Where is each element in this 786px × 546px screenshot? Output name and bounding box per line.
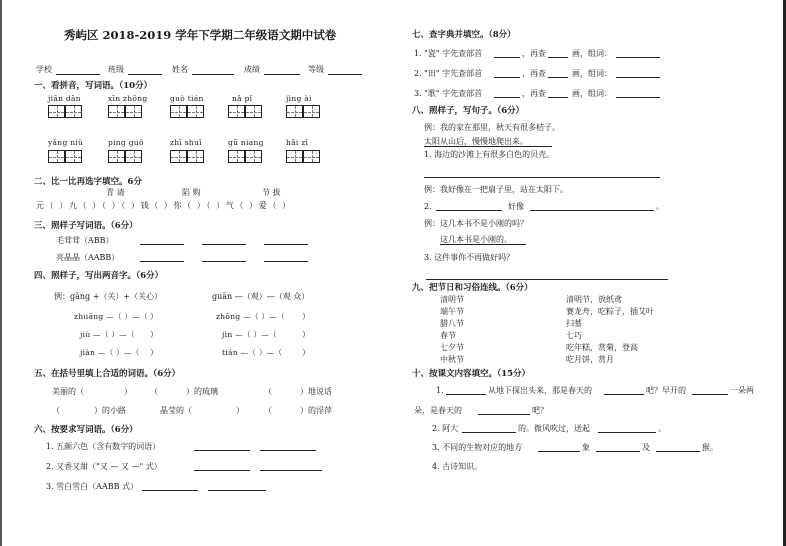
paren-close: ）	[150, 330, 158, 339]
item-10-1c: 吧？早开的	[646, 386, 686, 395]
custom-5[interactable]: 吃年糕，赏菊，登高	[566, 343, 638, 352]
pinyin-6: yǎng niǔ	[48, 138, 84, 147]
answer-line[interactable]	[604, 394, 644, 395]
paren-close: ）	[302, 330, 310, 339]
pinyin-8: zhī shuǐ	[170, 138, 202, 147]
char-box[interactable]	[228, 105, 245, 118]
item-7-1-b: ，再查	[522, 49, 546, 58]
field-label-name: 姓名	[172, 65, 188, 74]
answer-line[interactable]	[494, 57, 520, 58]
answer-line[interactable]	[194, 470, 250, 471]
fill-in-sentence[interactable]: 元（ ）九（ ）（ ）（ ）钱（ ）你（ ）（ ）气（ ）爱（ ）	[36, 201, 292, 210]
item-7-2-c: 画，组词：	[572, 69, 612, 78]
section-6-heading: 六、按要求写词语。（6分）	[34, 425, 138, 435]
char-box[interactable]	[108, 105, 125, 118]
page-title: 秀屿区 2018-2019 学年下学期二年级语文期中试卷	[64, 28, 337, 42]
pinyin-2: xīn zhōng	[108, 94, 148, 103]
field-label-grade: 等级	[308, 65, 324, 74]
answer-line[interactable]	[616, 97, 660, 98]
char-box[interactable]	[125, 150, 142, 163]
item-8-2b: 好像	[508, 202, 524, 211]
answer-line[interactable]	[530, 210, 654, 211]
answer-line[interactable]	[616, 77, 660, 78]
item-10-3d: 猴。	[702, 443, 718, 452]
festival-1[interactable]: 清明节	[440, 295, 464, 304]
example-abb: 毛茸茸（ABB）	[56, 236, 114, 245]
answer-line[interactable]	[424, 177, 660, 178]
char-box[interactable]	[303, 150, 320, 163]
char-pair-2: 陷 购	[182, 188, 201, 197]
section-9-heading: 九、把节日和习俗连线。（6分）	[412, 283, 533, 293]
field-class[interactable]	[128, 74, 162, 75]
pinyin-row-1-right[interactable]: zhōng —（ ）—（	[216, 312, 285, 321]
item-10-4: 4. 古诗知识。	[432, 462, 483, 471]
answer-line[interactable]	[142, 490, 198, 491]
char-box[interactable]	[108, 150, 125, 163]
item-6-2: 2. 又香又甜（"又 — 又 —" 式）	[46, 462, 162, 471]
answer-line[interactable]	[140, 244, 184, 245]
fill-5-2b: ）的琉璃	[186, 387, 218, 396]
custom-4[interactable]: 七巧	[566, 331, 582, 340]
char-box[interactable]	[187, 150, 204, 163]
example-8-1b: 太阳从山后，慢慢地爬出来。	[424, 137, 528, 146]
example-8-1: 例：我的家在那里，秋天有很多桔子。	[424, 123, 560, 132]
item-7-2-a: 2. "田" 字先查部首	[414, 69, 483, 78]
example-8-2: 例：我好像在一把扇子里，站在太阳下。	[424, 185, 568, 194]
underline	[424, 146, 552, 147]
custom-1[interactable]: 清明节，放纸鸢	[566, 295, 622, 304]
answer-line[interactable]	[538, 451, 580, 452]
answer-line[interactable]	[548, 97, 568, 98]
section-7-heading: 七、查字典并填空。（8分）	[412, 30, 516, 40]
char-box[interactable]	[170, 105, 187, 118]
answer-line[interactable]	[494, 77, 520, 78]
field-score[interactable]	[264, 74, 300, 75]
pinyin-9: gū niang	[228, 138, 264, 147]
section-8-heading: 八、照样子，写句子。（6分）	[412, 106, 525, 116]
festival-6[interactable]: 中秋节	[440, 355, 464, 364]
example-8-3: 例：这几本书不是小刚的吗？	[424, 219, 528, 228]
fill-5-5b: ）	[236, 406, 244, 415]
field-label-school: 学校	[36, 65, 52, 74]
pinyin-row-1-left[interactable]: zhuāng —（ ）—（	[74, 312, 148, 321]
pinyin-10: hǎi zǐ	[286, 138, 309, 147]
paren-close: ）	[150, 348, 158, 357]
answer-line[interactable]	[436, 210, 502, 211]
pinyin-4: nǎ pǐ	[232, 94, 253, 103]
item-10-3a: 3. 不同的生物对应的地方	[432, 443, 523, 452]
item-8-2: 2.	[424, 202, 432, 211]
example-right: guān —（观）—（观 众）	[212, 292, 310, 301]
item-6-3: 3. 雪白雪白（AABB 式）	[46, 482, 139, 491]
char-box[interactable]	[286, 105, 303, 118]
festival-4[interactable]: 春节	[440, 331, 456, 340]
answer-line[interactable]	[596, 451, 640, 452]
char-box[interactable]	[245, 105, 262, 118]
example-aabb: 亮晶晶（AABB）	[56, 253, 120, 262]
answer-line[interactable]	[548, 57, 568, 58]
fill-5-5a: 晶莹的（	[160, 406, 192, 415]
answer-line[interactable]	[462, 432, 516, 433]
char-box[interactable]	[286, 150, 303, 163]
char-box[interactable]	[65, 150, 82, 163]
answer-line[interactable]	[494, 97, 520, 98]
paren-close: ）	[302, 312, 310, 321]
char-pair-1: 青 请	[106, 188, 125, 197]
answer-line[interactable]	[260, 450, 316, 451]
field-school[interactable]	[56, 74, 100, 75]
answer-line[interactable]	[264, 261, 308, 262]
answer-line[interactable]	[548, 77, 568, 78]
pinyin-row-2-right[interactable]: jìn —（ ）—（	[222, 330, 277, 339]
festival-5[interactable]: 七夕节	[440, 343, 464, 352]
char-box[interactable]	[303, 105, 320, 118]
item-8-1: 1. 海边的沙滩上有很多白色的贝壳。	[424, 150, 555, 159]
fill-5-6a: （	[264, 406, 272, 415]
item-7-1-c: 画，组词：	[572, 49, 612, 58]
char-box[interactable]	[228, 150, 245, 163]
custom-6[interactable]: 吃月饼，赏月	[566, 355, 614, 364]
paren-close: ）	[302, 348, 310, 357]
pinyin-3: guò tián	[170, 94, 204, 103]
char-box[interactable]	[187, 105, 204, 118]
item-10-3b: 象	[582, 443, 590, 452]
char-box[interactable]	[245, 150, 262, 163]
answer-line[interactable]	[140, 261, 184, 262]
answer-line[interactable]	[264, 244, 308, 245]
item-10-2b: 的。微风吹过，送起	[518, 424, 590, 433]
section-10-heading: 十、按课文内容填空。（15分）	[412, 369, 531, 379]
fill-5-4b: ）的小路	[94, 406, 126, 415]
answer-line[interactable]	[692, 394, 728, 395]
answer-line[interactable]	[616, 57, 660, 58]
answer-line[interactable]	[426, 279, 668, 280]
section-4-heading: 四、照样子，写出两音字。（6分）	[34, 271, 164, 281]
period: 。	[658, 424, 666, 433]
answer-line[interactable]	[202, 244, 246, 245]
item-10-1f: 吧？	[532, 406, 548, 415]
section-2-heading: 二、比一比再选字填空。6分	[34, 177, 142, 187]
field-name[interactable]	[192, 74, 234, 75]
field-label-class: 班级	[108, 65, 124, 74]
page-edge-left	[0, 0, 2, 546]
pinyin-row-3-left[interactable]: jiàn —（ ）—（	[80, 348, 140, 357]
custom-2[interactable]: 赛龙舟，吃粽子，插艾叶	[566, 307, 654, 316]
item-10-1b: 从地下探出头来，那是春天的	[488, 386, 592, 395]
section-5-heading: 五、在括号里填上合适的词语。（6分）	[34, 369, 181, 379]
pinyin-row-3-right[interactable]: tián —（ ）—（	[222, 348, 283, 357]
pinyin-row-2-left[interactable]: jiù —（ ）—（	[80, 330, 135, 339]
answer-line[interactable]	[478, 414, 530, 415]
field-grade[interactable]	[328, 74, 362, 75]
item-10-1d: 一朵两	[730, 386, 754, 395]
underline	[440, 244, 526, 245]
fill-5-1: 美丽的（	[52, 387, 84, 396]
section-3-heading: 三、照样子写词语。（6分）	[34, 221, 138, 231]
paren-close: ）	[150, 312, 158, 321]
item-7-3-b: ，再查	[522, 89, 546, 98]
item-7-3-c: 画，组词：	[572, 89, 612, 98]
festival-2[interactable]: 端午节	[440, 307, 464, 316]
answer-line[interactable]	[260, 470, 322, 471]
example-8-3b: 这几本书是小刚的。	[440, 235, 512, 244]
char-box[interactable]	[48, 105, 65, 118]
item-10-1e: 朵，是春天的	[414, 406, 462, 415]
answer-line[interactable]	[194, 450, 250, 451]
pinyin-1: jiān dān	[48, 94, 81, 103]
char-box[interactable]	[125, 105, 142, 118]
char-box[interactable]	[170, 150, 187, 163]
item-7-1-a: 1. "瓷" 字先查部首	[414, 49, 483, 58]
char-box[interactable]	[65, 105, 82, 118]
field-label-score: 成绩	[244, 65, 260, 74]
answer-line[interactable]	[598, 432, 656, 433]
item-6-1: 1. 五颜六色（含有数字的词语）	[46, 442, 161, 451]
fill-5-3b: ）地说话	[300, 387, 332, 396]
char-pair-3: 节 拔	[262, 188, 281, 197]
item-8-3: 3. 这件事你不再做好吗？	[424, 253, 515, 262]
answer-line[interactable]	[446, 394, 486, 395]
fill-5-4a: （	[52, 406, 60, 415]
item-10-1a: 1.	[436, 386, 444, 395]
char-box[interactable]	[48, 150, 65, 163]
fill-5-2a: （	[150, 387, 158, 396]
fill-5-6b: ）的浮萍	[300, 406, 332, 415]
period: 。	[656, 202, 664, 211]
pinyin-5: jìng ài	[286, 94, 312, 103]
example-left: 例：gāng +（关）+（关心）	[54, 292, 163, 301]
answer-line[interactable]	[202, 261, 246, 262]
item-7-3-a: 3. "歌" 字先查部首	[414, 89, 483, 98]
answer-line[interactable]	[208, 490, 266, 491]
item-7-2-b: ，再查	[522, 69, 546, 78]
pinyin-7: píng guǒ	[108, 138, 144, 147]
item-10-3c: 及	[642, 443, 650, 452]
item-10-2a: 2. 阿大	[432, 424, 459, 433]
section-1-heading: 一、看拼音，写词语。（10分）	[34, 81, 153, 91]
fill-5-1b: ）	[124, 387, 132, 396]
answer-line[interactable]	[656, 451, 700, 452]
fill-5-3a: （	[264, 387, 272, 396]
festival-3[interactable]: 腊八节	[440, 319, 464, 328]
custom-3[interactable]: 扫墓	[566, 319, 582, 328]
